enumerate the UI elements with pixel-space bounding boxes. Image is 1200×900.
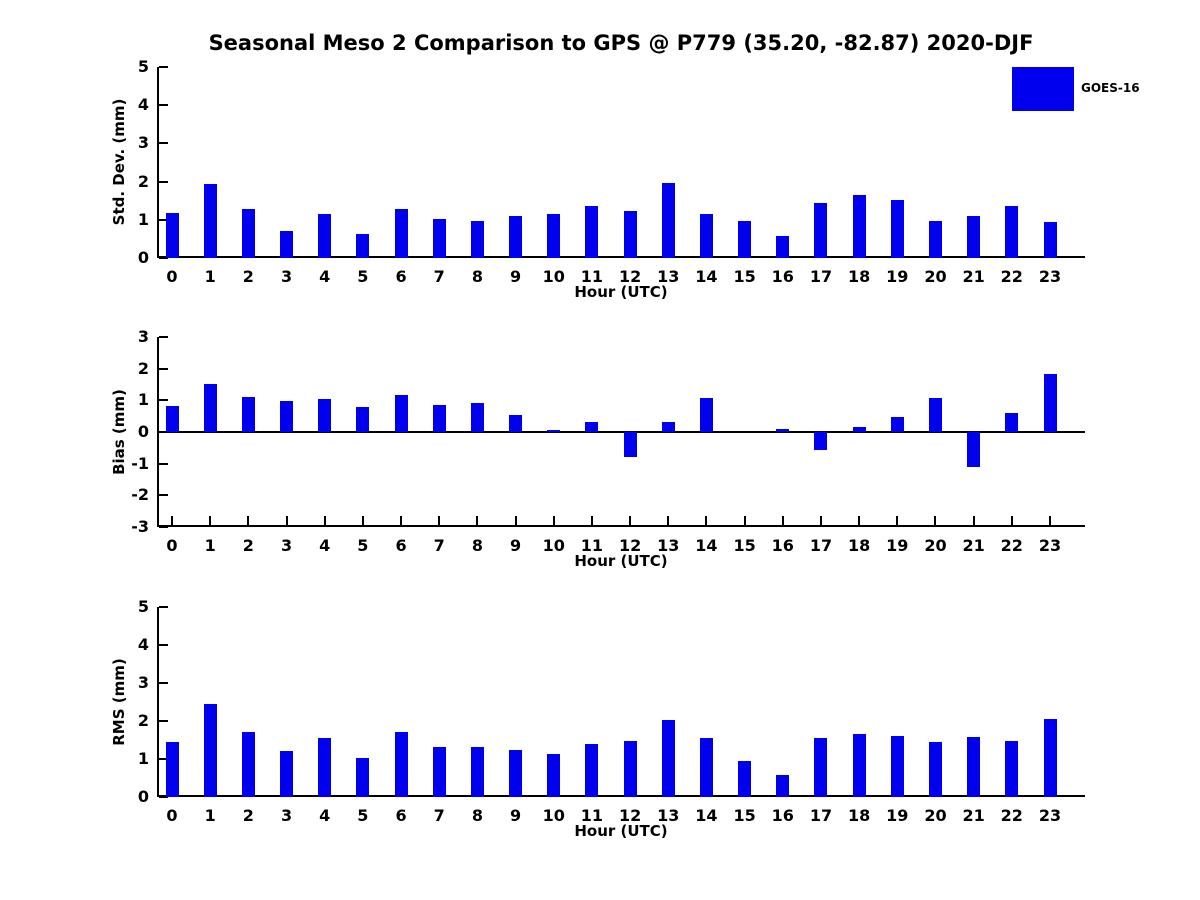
x-tick <box>820 516 822 525</box>
x-tick-label: 19 <box>886 806 909 825</box>
x-tick-label: 20 <box>924 536 947 555</box>
x-tick-label: 1 <box>204 806 216 825</box>
bar-hour-7 <box>433 405 446 432</box>
y-tick <box>159 66 168 68</box>
x-tick-label: 4 <box>319 536 331 555</box>
x-tick <box>515 516 517 525</box>
bar-hour-19 <box>891 417 904 432</box>
x-tick-label: 1 <box>204 536 216 555</box>
bar-hour-13 <box>662 422 675 432</box>
bar-hour-14 <box>700 738 713 797</box>
y-tick-label: 0 <box>137 248 149 267</box>
x-tick-label: 21 <box>962 267 985 286</box>
bar-hour-10 <box>547 214 560 258</box>
bar-hour-2 <box>242 732 255 797</box>
y-tick <box>159 720 168 722</box>
x-tick-label: 17 <box>809 267 833 286</box>
x-tick-label: 4 <box>319 806 331 825</box>
bar-hour-4 <box>318 399 331 432</box>
y-tick <box>159 336 168 338</box>
y-tick-label: 2 <box>137 711 149 730</box>
x-tick <box>973 516 975 525</box>
y-tick <box>159 181 168 183</box>
bar-hour-10 <box>547 430 560 432</box>
x-tick <box>1049 516 1051 525</box>
bar-hour-22 <box>1005 206 1018 258</box>
bar-hour-9 <box>509 415 522 432</box>
y-tick <box>159 142 168 144</box>
y-tick <box>159 463 168 465</box>
bar-hour-2 <box>242 397 255 432</box>
bar-hour-6 <box>395 732 408 797</box>
y-tick-label: 0 <box>137 422 149 441</box>
x-tick-label: 21 <box>962 806 985 825</box>
bar-hour-4 <box>318 738 331 797</box>
x-tick-label: 15 <box>733 267 756 286</box>
y-tick-label: 4 <box>137 635 149 654</box>
bar-hour-22 <box>1005 413 1018 432</box>
x-tick-label: 22 <box>1000 267 1023 286</box>
bar-hour-21 <box>967 432 980 467</box>
y-tick-label: 2 <box>137 358 149 378</box>
bar-hour-5 <box>356 758 369 797</box>
x-tick <box>896 516 898 525</box>
x-tick-label: 12 <box>618 806 642 825</box>
y-tick <box>159 368 168 370</box>
y-tick-label: -1 <box>131 453 149 473</box>
bar-hour-23 <box>1044 719 1057 797</box>
x-tick-label: 22 <box>1000 806 1023 825</box>
x-tick-label: 12 <box>618 536 642 555</box>
x-tick-label: 5 <box>357 267 369 286</box>
x-tick-label: 11 <box>580 806 604 825</box>
bar-hour-11 <box>585 422 598 432</box>
x-tick-label: 21 <box>962 536 985 555</box>
x-tick <box>1011 516 1013 525</box>
x-tick-label: 6 <box>395 267 407 286</box>
bar-hour-17 <box>814 203 827 258</box>
x-tick-label: 5 <box>357 536 369 555</box>
rms-x-axis-label: Hour (UTC) <box>574 822 668 840</box>
x-tick-label: 10 <box>542 267 565 286</box>
y-tick-label: 5 <box>137 597 149 616</box>
x-tick-label: 13 <box>657 536 680 555</box>
x-tick-label: 8 <box>471 267 483 286</box>
bar-hour-0 <box>166 406 179 432</box>
bar-hour-14 <box>700 214 713 258</box>
bar-hour-1 <box>204 184 217 258</box>
x-tick <box>591 516 593 525</box>
x-tick-label: 18 <box>847 806 871 825</box>
x-tick-label: 6 <box>395 806 407 825</box>
bar-hour-3 <box>280 231 293 258</box>
bar-hour-15 <box>738 761 751 797</box>
y-tick-label: 3 <box>137 327 149 346</box>
bar-hour-13 <box>662 720 675 797</box>
x-tick-label: 16 <box>771 806 794 825</box>
x-tick <box>667 516 669 525</box>
bar-hour-20 <box>929 398 942 432</box>
x-tick-label: 19 <box>886 267 909 286</box>
bar-hour-0 <box>166 213 179 258</box>
bar-hour-15 <box>738 221 751 258</box>
x-tick <box>400 516 402 525</box>
x-tick-label: 16 <box>771 267 794 286</box>
bar-hour-13 <box>662 183 675 258</box>
bar-hour-19 <box>891 736 904 797</box>
bar-hour-16 <box>776 429 789 432</box>
x-tick <box>286 516 288 525</box>
x-tick-label: 17 <box>809 536 833 555</box>
bar-hour-21 <box>967 737 980 797</box>
stddev-y-axis-label: Std. Dev. (mm) <box>110 98 128 226</box>
chart-title: Seasonal Meso 2 Comparison to GPS @ P779 (35.20, -82.87) 2020-DJF <box>208 31 1034 55</box>
x-tick-label: 13 <box>657 267 680 286</box>
bar-hour-23 <box>1044 374 1057 432</box>
bar-hour-3 <box>280 751 293 797</box>
y-axis-line <box>157 607 159 797</box>
y-tick <box>159 606 168 608</box>
bar-hour-1 <box>204 384 217 432</box>
y-tick-label: -2 <box>131 485 149 505</box>
x-tick-label: 15 <box>733 536 756 555</box>
y-tick-label: 3 <box>137 673 149 692</box>
bar-hour-22 <box>1005 741 1018 797</box>
y-tick-label: 1 <box>137 749 149 768</box>
y-tick <box>159 682 168 684</box>
x-axis-line <box>157 256 1085 258</box>
x-tick <box>858 516 860 525</box>
x-tick-label: 7 <box>433 806 445 825</box>
x-tick-label: 23 <box>1038 267 1062 286</box>
bar-hour-12 <box>624 741 637 797</box>
x-tick-label: 2 <box>242 536 254 555</box>
x-tick <box>171 516 173 525</box>
x-tick-label: 22 <box>1000 536 1023 555</box>
bar-hour-12 <box>624 432 637 457</box>
x-tick-label: 3 <box>280 806 293 825</box>
y-tick-label: 5 <box>137 57 149 76</box>
x-tick-label: 20 <box>924 267 947 286</box>
bar-hour-4 <box>318 214 331 258</box>
x-tick-label: 14 <box>695 536 718 555</box>
x-tick-label: 23 <box>1038 806 1062 825</box>
bar-hour-10 <box>547 754 560 797</box>
x-tick-label: 7 <box>433 267 445 286</box>
y-tick <box>159 399 168 401</box>
bar-hour-7 <box>433 747 446 797</box>
bias-plot-area <box>131 327 1085 555</box>
bar-hour-8 <box>471 221 484 258</box>
bar-hour-5 <box>356 407 369 432</box>
bar-hour-16 <box>776 236 789 258</box>
x-tick-label: 9 <box>509 267 522 286</box>
bar-hour-9 <box>509 750 522 797</box>
x-tick-label: 2 <box>242 267 254 286</box>
y-tick <box>159 104 168 106</box>
x-tick-label: 0 <box>166 536 178 555</box>
x-tick-label: 9 <box>509 536 522 555</box>
rms-y-axis-label: RMS (mm) <box>110 658 128 746</box>
bar-hour-14 <box>700 398 713 432</box>
x-tick <box>476 516 478 525</box>
bar-hour-6 <box>395 395 408 432</box>
zero-line <box>157 431 1085 433</box>
x-axis-line <box>157 795 1085 797</box>
x-tick-label: 17 <box>809 806 833 825</box>
bar-hour-9 <box>509 216 522 258</box>
x-tick-label: 3 <box>280 536 293 555</box>
x-tick-label: 2 <box>242 806 254 825</box>
x-tick <box>209 516 211 525</box>
bias-x-axis-label: Hour (UTC) <box>574 552 668 570</box>
y-tick <box>159 526 168 528</box>
x-tick-label: 14 <box>695 806 718 825</box>
x-tick <box>934 516 936 525</box>
bias-y-axis-label: Bias (mm) <box>110 389 128 475</box>
y-tick <box>159 494 168 496</box>
bar-hour-11 <box>585 206 598 258</box>
bar-hour-19 <box>891 200 904 258</box>
x-tick-label: 10 <box>542 806 565 825</box>
x-tick-label: 16 <box>771 536 794 555</box>
bar-hour-12 <box>624 211 637 258</box>
x-tick-label: 19 <box>886 536 909 555</box>
y-tick-label: 4 <box>137 95 149 115</box>
x-tick-label: 3 <box>280 267 293 286</box>
legend-series-label: GOES-16 <box>1081 81 1140 95</box>
x-tick <box>438 516 440 525</box>
bar-hour-5 <box>356 234 369 258</box>
x-tick <box>782 516 784 525</box>
bar-hour-18 <box>853 195 866 258</box>
y-tick-label: 3 <box>137 133 149 153</box>
bar-hour-20 <box>929 221 942 258</box>
rms-plot-area <box>137 597 1085 825</box>
bar-hour-0 <box>166 742 179 797</box>
x-tick-label: 8 <box>471 806 483 825</box>
x-tick-label: 6 <box>395 536 407 555</box>
x-tick-label: 14 <box>695 267 718 286</box>
x-tick <box>744 516 746 525</box>
bar-hour-16 <box>776 775 789 797</box>
x-tick <box>553 516 555 525</box>
bar-hour-11 <box>585 744 598 797</box>
x-tick-label: 11 <box>580 536 604 555</box>
x-tick-label: 15 <box>733 806 756 825</box>
bar-hour-3 <box>280 401 293 432</box>
stddev-x-axis-label: Hour (UTC) <box>574 283 668 301</box>
stddev-plot-area <box>137 57 1085 286</box>
bar-hour-1 <box>204 704 217 797</box>
x-tick-label: 12 <box>618 267 642 286</box>
y-tick <box>159 644 168 646</box>
y-tick-label: 0 <box>137 787 149 806</box>
bar-hour-17 <box>814 738 827 797</box>
x-axis-line <box>157 525 1085 527</box>
bar-hour-8 <box>471 747 484 797</box>
bar-hour-2 <box>242 209 255 258</box>
y-tick-label: 1 <box>137 209 149 229</box>
x-tick <box>705 516 707 525</box>
x-tick-label: 0 <box>166 806 178 825</box>
x-tick-label: 8 <box>471 536 483 555</box>
x-tick-label: 10 <box>542 536 565 555</box>
y-axis-line <box>157 67 159 258</box>
bar-hour-20 <box>929 742 942 797</box>
x-tick <box>629 516 631 525</box>
x-tick-label: 4 <box>319 267 331 286</box>
bar-hour-21 <box>967 216 980 258</box>
bar-hour-23 <box>1044 222 1057 258</box>
bar-hour-8 <box>471 403 484 432</box>
x-tick-label: 20 <box>924 806 947 825</box>
x-tick-label: 11 <box>580 267 604 286</box>
y-tick-label: 2 <box>137 171 149 191</box>
x-tick-label: 18 <box>847 536 871 555</box>
x-tick-label: 13 <box>657 806 680 825</box>
y-tick-label: 1 <box>137 390 149 410</box>
x-tick-label: 23 <box>1038 536 1062 555</box>
bar-hour-6 <box>395 209 408 258</box>
y-tick-label: -3 <box>131 517 149 536</box>
x-tick-label: 0 <box>166 267 178 286</box>
bar-hour-18 <box>853 734 866 797</box>
x-tick-label: 9 <box>509 806 522 825</box>
x-tick <box>247 516 249 525</box>
x-tick-label: 1 <box>204 267 216 286</box>
bar-hour-18 <box>853 427 866 432</box>
x-tick <box>362 516 364 525</box>
x-tick-label: 7 <box>433 536 445 555</box>
x-tick-label: 18 <box>847 267 871 286</box>
bar-hour-7 <box>433 219 446 258</box>
x-tick-label: 5 <box>357 806 369 825</box>
bar-hour-17 <box>814 432 827 450</box>
x-tick <box>324 516 326 525</box>
